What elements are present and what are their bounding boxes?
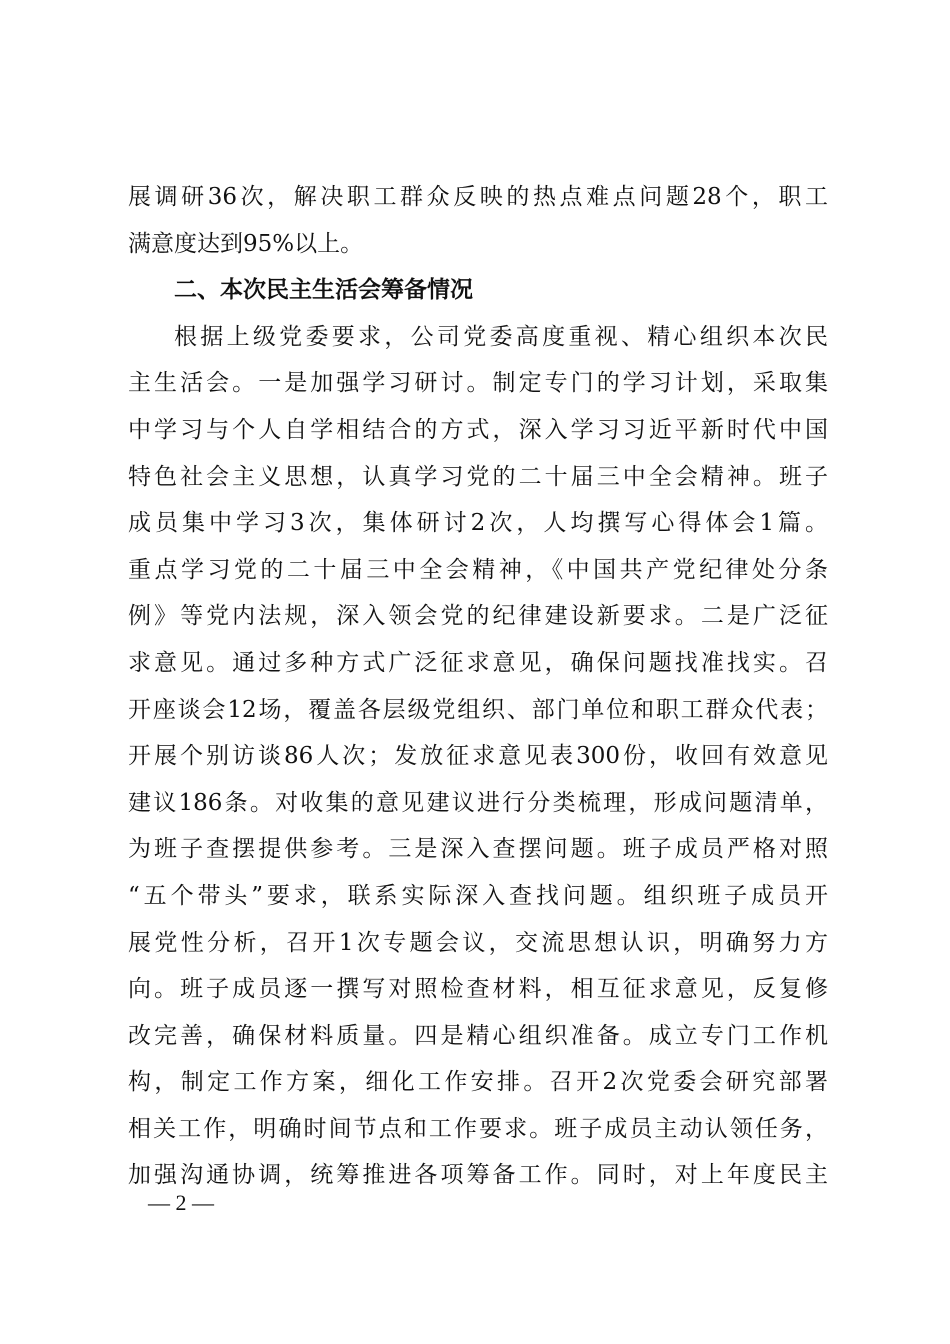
text-line: 中学习与个人自学相结合的方式，深入学习习近平新时代中国 [128, 416, 828, 443]
text-line: 展党性分析，召开1次专题会议，交流思想认识，明确努力方 [128, 929, 828, 956]
text-line: 开展个别访谈86人次；发放征求意见表300份，收回有效意见 [128, 743, 828, 770]
body-text [128, 174, 828, 1199]
text-line: 成员集中学习3次，集体研讨2次，人均撰写心得体会1篇。 [128, 510, 828, 537]
text-line: 满意度达到95%以上。 [128, 230, 364, 257]
text-line: 建议186条。对收集的意见建议进行分类梳理，形成问题清单， [128, 789, 828, 816]
text-line: 构，制定工作方案，细化工作安排。召开2次党委会研究部署 [128, 1069, 828, 1096]
text-line: 求意见。通过多种方式广泛征求意见，确保问题找准找实。召 [128, 649, 828, 676]
text-line: 为班子查摆提供参考。三是深入查摆问题。班子成员严格对照 [128, 836, 828, 863]
text-line: 相关工作，明确时间节点和工作要求。班子成员主动认领任务， [128, 1115, 828, 1142]
text-line: 特色社会主义思想，认真学习党的二十届三中全会精神。班子 [128, 463, 828, 490]
text-line: 向。班子成员逐一撰写对照检查材料，相互征求意见，反复修 [128, 976, 828, 1003]
text-line: 主生活会。一是加强学习研讨。制定专门的学习计划，采取集 [128, 370, 828, 397]
page-number: — 2 — [148, 1190, 214, 1215]
text-line: 展调研36次，解决职工群众反映的热点难点问题28个，职工 [128, 184, 828, 210]
section-heading: 二、本次民主生活会筹备情况 [174, 277, 473, 304]
text-line: 重点学习党的二十届三中全会精神，《中国共产党纪律处分条 [128, 556, 828, 583]
text-line: “五个带头”要求，联系实际深入查找问题。组织班子成员开 [128, 882, 828, 909]
text-line: 例》等党内法规，深入领会党的纪律建设新要求。二是广泛征 [128, 603, 828, 630]
text-line: 加强沟通协调，统筹推进各项筹备工作。同时，对上年度民主 [128, 1162, 828, 1189]
text-line: 开座谈会12场，覆盖各层级党组织、部门单位和职工群众代表； [128, 696, 828, 723]
text-line: 根据上级党委要求，公司党委高度重视、精心组织本次民 [174, 323, 828, 350]
text-line: 改完善，确保材料质量。四是精心组织准备。成立专门工作机 [128, 1022, 828, 1049]
